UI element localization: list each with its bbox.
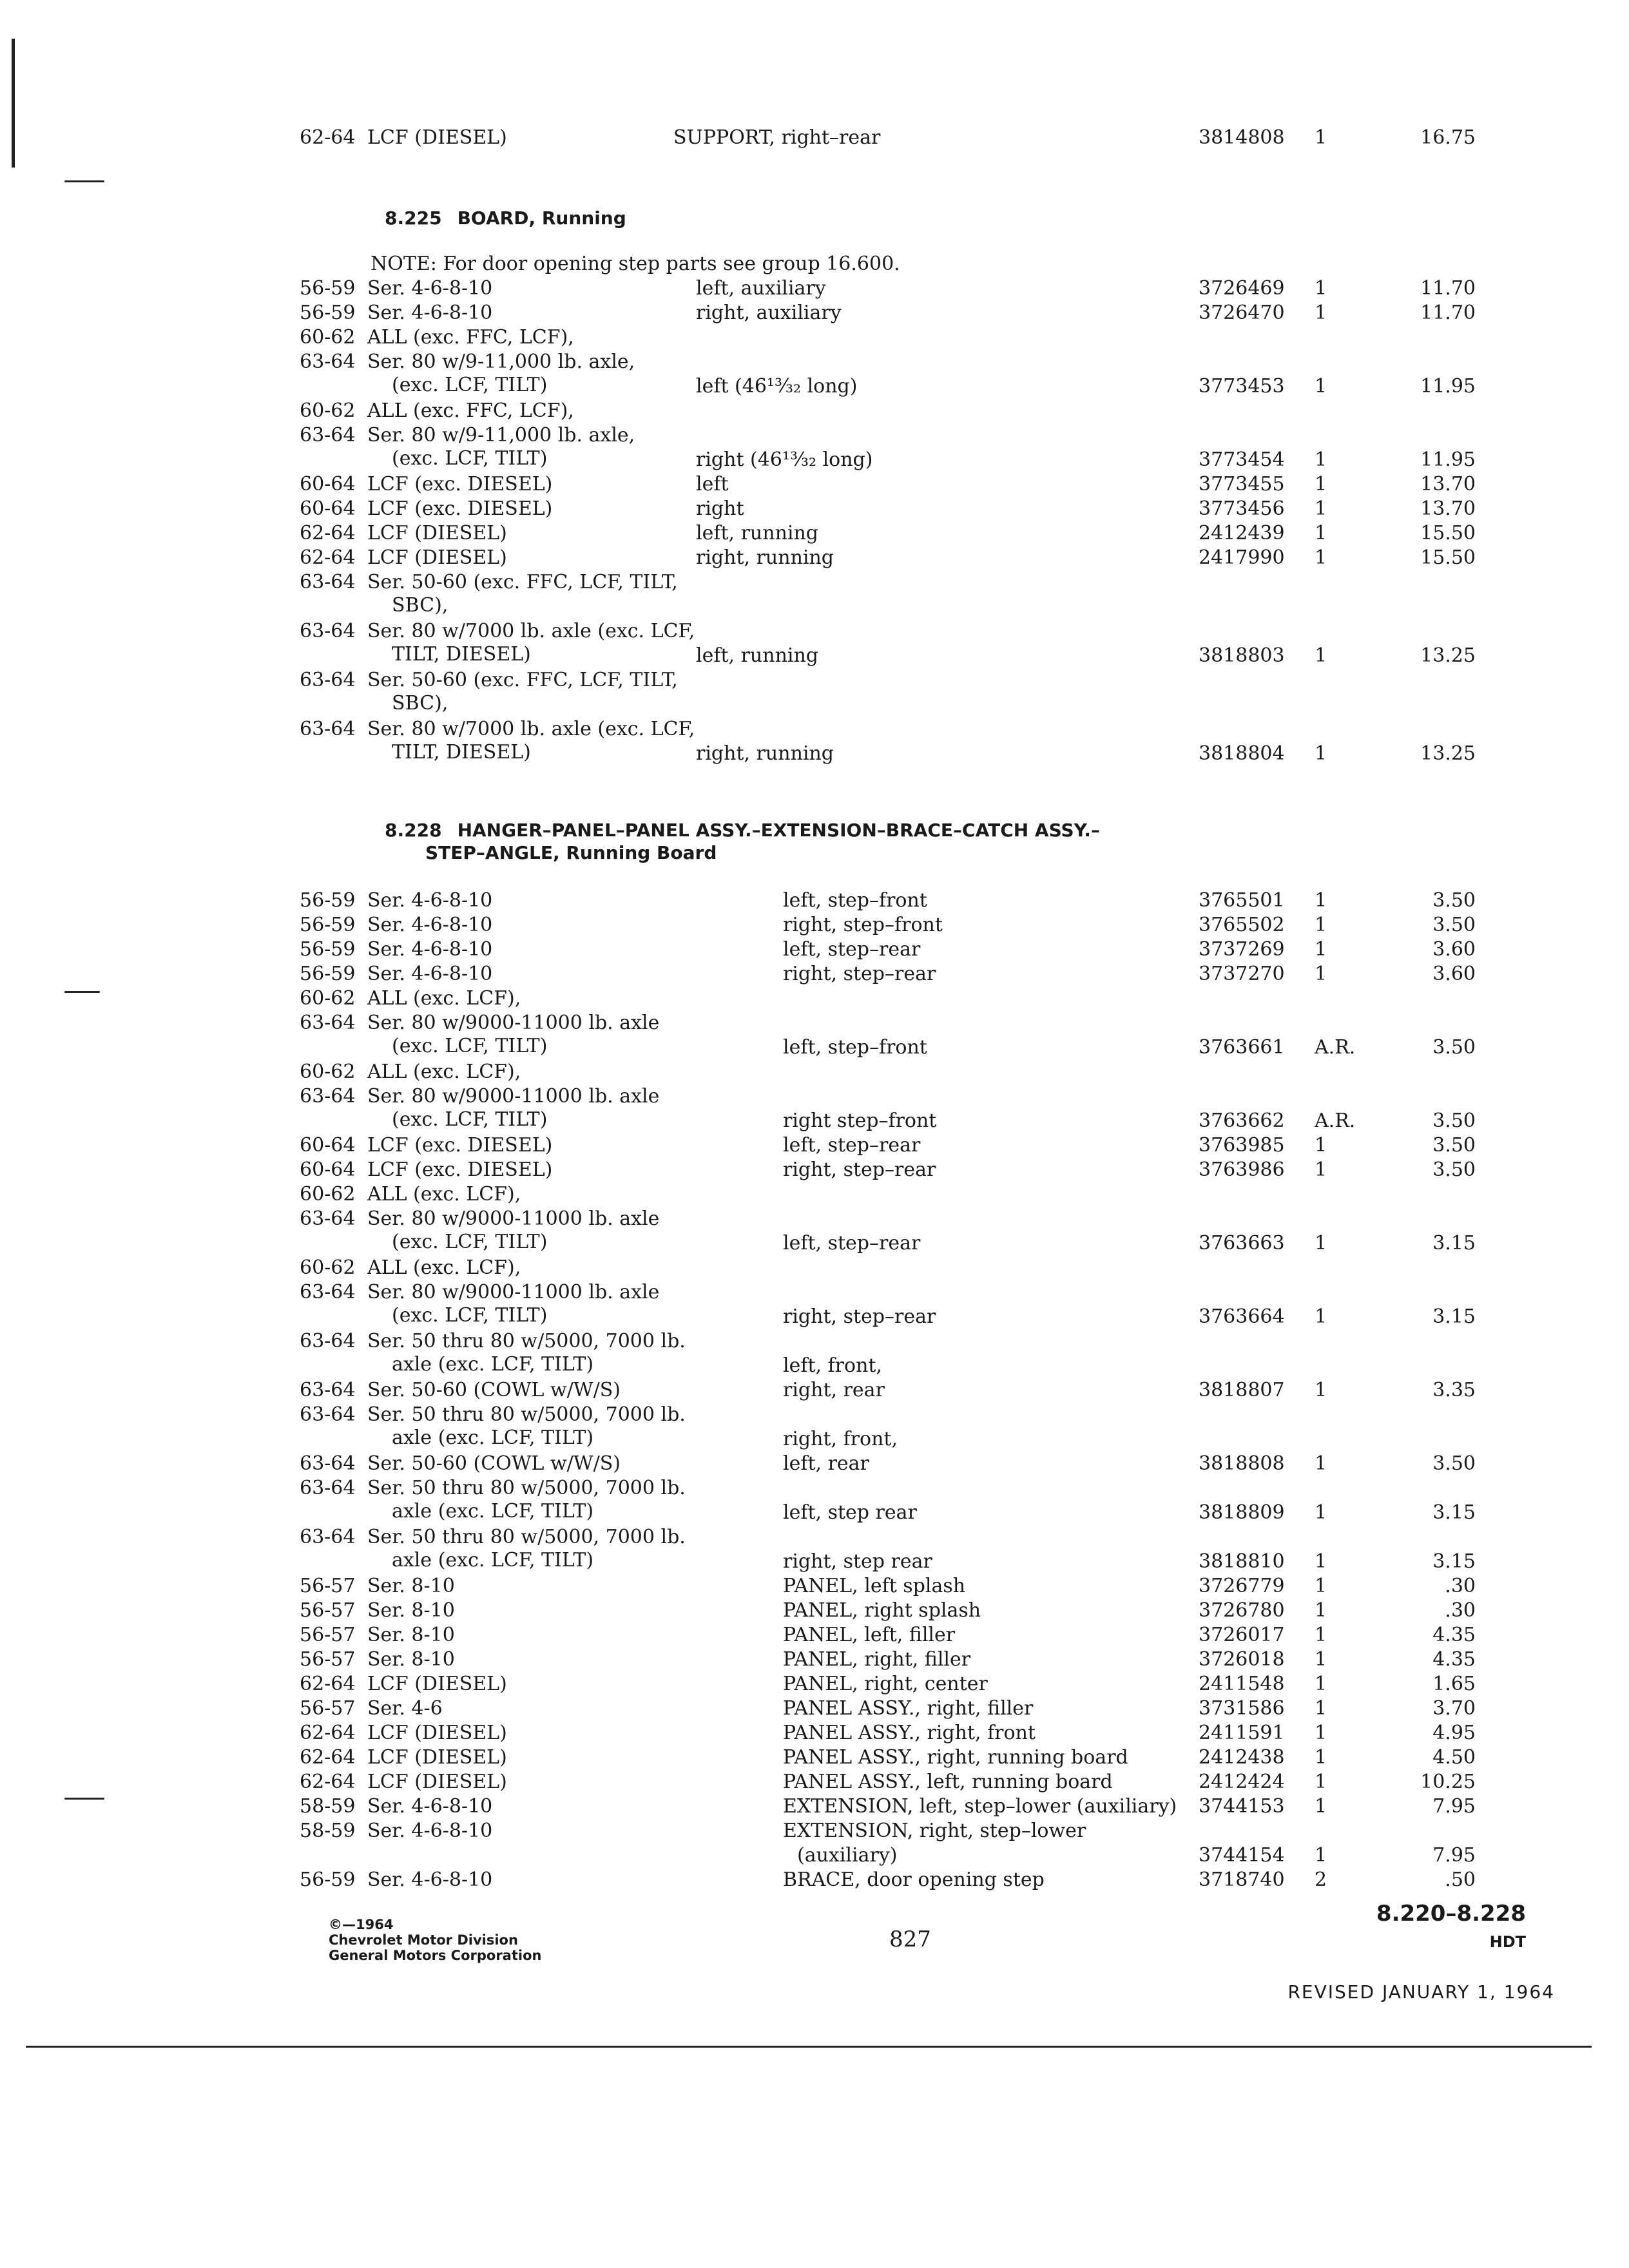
model-years: 56-57	[300, 1697, 356, 1720]
application-line: ALL (exc. LCF),	[367, 1061, 521, 1083]
model-years: 63-64	[300, 424, 356, 447]
part-number: 3763985	[1199, 1134, 1285, 1157]
application-line: Ser. 80 w/7000 lb. axle (exc. LCF,	[367, 718, 695, 740]
application-line: Ser. 80 w/9-11,000 lb. axle,	[367, 351, 635, 373]
application-line: Ser. 50-60 (exc. FFC, LCF, TILT,	[367, 571, 678, 593]
model-years: 56-57	[300, 1624, 356, 1646]
model-years: 63-64	[300, 1379, 356, 1401]
part-number: 3818809	[1199, 1501, 1285, 1524]
section-subtitle: Running Board	[566, 842, 717, 863]
description: right, step–rear	[783, 963, 936, 985]
application	[367, 1183, 1012, 1206]
quantity: 1	[1315, 302, 1327, 324]
application-line: SBC),	[392, 692, 448, 715]
price: 13.25	[1420, 644, 1476, 667]
price: 3.60	[1432, 938, 1476, 961]
model-years: 62-64	[300, 1722, 356, 1744]
application-line: ALL (exc. FFC, LCF),	[367, 326, 574, 349]
application-line: Ser. 4-6-8-10	[367, 963, 493, 985]
description: left, auxiliary	[696, 277, 826, 300]
model-years: 60-62	[300, 1256, 356, 1279]
description: PANEL, right, filler	[783, 1648, 971, 1671]
part-number: 3737269	[1199, 938, 1285, 961]
application-line: LCF (DIESEL)	[367, 1771, 507, 1793]
model-years: 63-64	[300, 1452, 356, 1475]
section-title: BOARD,	[457, 207, 542, 229]
group-range-text: 8.220–8.228	[1376, 1901, 1526, 1927]
model-years: 63-64	[300, 620, 356, 642]
description: left, step–rear	[783, 1232, 921, 1254]
part-number: 3818807	[1199, 1379, 1285, 1401]
application-line: Ser. 50-60 (exc. FFC, LCF, TILT,	[367, 669, 678, 691]
model-years: 58-59	[300, 1820, 356, 1842]
application-line: Ser. 4-6-8-10	[367, 302, 493, 324]
application-line: ALL (exc. LCF),	[367, 1183, 521, 1206]
section-heading-8-225	[385, 206, 626, 231]
quantity: 1	[1315, 1575, 1327, 1597]
price: 7.95	[1432, 1844, 1476, 1867]
quantity: 1	[1315, 277, 1327, 300]
copyright-block	[329, 1917, 541, 1963]
part-number: 3763661	[1199, 1036, 1285, 1059]
price: 11.70	[1420, 277, 1476, 300]
application-line: Ser. 80 w/9000-11000 lb. axle	[367, 1207, 660, 1230]
model-years: 56-59	[300, 963, 356, 985]
part-number: 3726017	[1199, 1624, 1285, 1646]
price: 3.50	[1432, 1452, 1476, 1475]
part-number: 2412438	[1199, 1746, 1285, 1769]
quantity: 1	[1315, 1305, 1327, 1328]
price: .30	[1445, 1575, 1476, 1597]
quantity: A.R.	[1315, 1036, 1356, 1059]
model-years: 63-64	[300, 351, 356, 373]
bottom-rule	[26, 2046, 1592, 2048]
quantity: 1	[1315, 1599, 1327, 1622]
price: 3.50	[1432, 914, 1476, 936]
application-line: axle (exc. LCF, TILT)	[392, 1500, 594, 1523]
application-line: axle (exc. LCF, TILT)	[392, 1353, 594, 1376]
application-line: TILT, DIESEL)	[392, 643, 531, 666]
application-line: Ser. 80 w/7000 lb. axle (exc. LCF,	[367, 620, 695, 642]
application-line: LCF (DIESEL)	[367, 126, 507, 149]
description: left, running	[696, 644, 819, 667]
application-line: LCF (DIESEL)	[367, 1746, 507, 1769]
part-number: 3818804	[1199, 742, 1285, 765]
scan-edge-mark	[12, 39, 15, 168]
description: EXTENSION, left, step–lower (auxiliary)	[783, 1795, 1177, 1818]
price: 3.60	[1432, 963, 1476, 985]
application-line: Ser. 4-6	[367, 1697, 443, 1720]
description: PANEL ASSY., right, front	[783, 1722, 1036, 1744]
price: 3.50	[1432, 1134, 1476, 1157]
quantity: 1	[1315, 914, 1327, 936]
application-line: Ser. 8-10	[367, 1624, 455, 1646]
model-years: 62-64	[300, 126, 356, 149]
description: right, step–front	[783, 914, 943, 936]
scan-mark	[64, 180, 104, 182]
quantity: 1	[1315, 742, 1327, 765]
model-years: 63-64	[300, 571, 356, 593]
description-line: (auxiliary)	[797, 1844, 898, 1867]
part-number: 3726469	[1199, 277, 1285, 300]
model-years: 62-64	[300, 546, 356, 569]
section-subtitle: Running	[541, 207, 626, 229]
model-years: 56-59	[300, 1869, 356, 1891]
price: 13.25	[1420, 742, 1476, 765]
price: 4.95	[1432, 1722, 1476, 1744]
application	[367, 987, 1012, 1010]
application-line: LCF (DIESEL)	[367, 522, 507, 544]
description: left, step–front	[783, 889, 927, 912]
part-number: 3818808	[1199, 1452, 1285, 1475]
application	[367, 399, 1012, 423]
application-line: Ser. 80 w/9-11,000 lb. axle,	[367, 424, 635, 447]
part-number: 3765501	[1199, 889, 1285, 912]
section-number: 8.225	[385, 207, 442, 229]
model-years: 62-64	[300, 522, 356, 544]
part-number: 3737270	[1199, 963, 1285, 985]
application-line: Ser. 80 w/9000-11000 lb. axle	[367, 1281, 660, 1303]
quantity: 1	[1315, 1232, 1327, 1254]
application-line: Ser. 80 w/9000-11000 lb. axle	[367, 1012, 660, 1034]
application	[367, 571, 1012, 617]
model-years: 56-59	[300, 914, 356, 936]
application-line: Ser. 50 thru 80 w/5000, 7000 lb.	[367, 1477, 686, 1499]
model-years: 56-59	[300, 277, 356, 300]
price: 11.70	[1420, 302, 1476, 324]
section-heading-8-228	[385, 818, 1100, 843]
application-line: Ser. 4-6-8-10	[367, 1795, 493, 1818]
application-line: Ser. 4-6-8-10	[367, 938, 493, 961]
section-title-cont: STEP–ANGLE,	[425, 842, 566, 863]
scan-mark	[64, 991, 100, 993]
model-years: 60-62	[300, 399, 356, 422]
quantity: 1	[1315, 1379, 1327, 1401]
application	[367, 669, 1012, 715]
application-line: Ser. 50-60 (COWL w/W/S)	[367, 1379, 621, 1401]
model-years: 56-59	[300, 889, 356, 912]
quantity: 1	[1315, 1158, 1327, 1181]
application-line: Ser. 50 thru 80 w/5000, 7000 lb.	[367, 1330, 686, 1352]
quantity: 1	[1315, 1697, 1327, 1720]
application-line: Ser. 4-6-8-10	[367, 889, 493, 912]
part-number: 3773454	[1199, 448, 1285, 471]
application-line: (exc. LCF, TILT)	[392, 447, 548, 470]
application-line: TILT, DIESEL)	[392, 741, 531, 764]
price: 4.50	[1432, 1746, 1476, 1769]
part-number: 3726470	[1199, 302, 1285, 324]
part-number: 3718740	[1199, 1869, 1285, 1891]
price: 3.15	[1432, 1305, 1476, 1328]
price: 3.35	[1432, 1379, 1476, 1401]
section-number: 8.228	[385, 820, 442, 841]
part-number: 3773455	[1199, 473, 1285, 495]
price: 15.50	[1420, 522, 1476, 544]
part-number: 3773456	[1199, 497, 1285, 520]
price: 3.50	[1432, 1158, 1476, 1181]
model-years: 63-64	[300, 669, 356, 691]
revised-date: REVISED JANUARY 1, 1964	[1287, 1981, 1555, 2003]
description: right step–front	[783, 1110, 937, 1132]
part-number: 2411591	[1199, 1722, 1285, 1744]
model-years: 60-62	[300, 987, 356, 1010]
description-line: left, front,	[783, 1354, 882, 1377]
description: EXTENSION, right, step–lower	[783, 1820, 1086, 1842]
quantity: 1	[1315, 1624, 1327, 1646]
application-line: LCF (DIESEL)	[367, 546, 507, 569]
application-line: (exc. LCF, TILT)	[392, 1231, 548, 1253]
application-line: Ser. 4-6-8-10	[367, 1869, 493, 1891]
quantity: 1	[1315, 1771, 1327, 1793]
price: 4.35	[1432, 1648, 1476, 1671]
section-title: HANGER–PANEL–PANEL ASSY.–EXTENSION–BRACE–CATCH ASSY.–	[457, 820, 1100, 841]
description: right, running	[696, 546, 834, 569]
description: right, step rear	[783, 1550, 932, 1573]
application-line: LCF (exc. DIESEL)	[367, 1134, 553, 1157]
model-years: 63-64	[300, 1207, 356, 1230]
description: left, step–rear	[783, 1134, 921, 1157]
model-years: 60-64	[300, 1158, 356, 1181]
description: left, running	[696, 522, 819, 544]
section-note: NOTE: For door opening step parts see group 16.600.	[371, 253, 900, 275]
model-years: 62-64	[300, 1673, 356, 1695]
application-line: Ser. 50 thru 80 w/5000, 7000 lb.	[367, 1526, 686, 1548]
description: BRACE, door opening step	[783, 1869, 1045, 1891]
application-line: Ser. 4-6-8-10	[367, 914, 493, 936]
part-number: 2412439	[1199, 522, 1285, 544]
quantity: 1	[1315, 1501, 1327, 1524]
application-line: (exc. LCF, TILT)	[392, 1108, 548, 1131]
description: right	[696, 497, 744, 520]
application-line: SBC),	[392, 594, 448, 617]
part-number: 3744154	[1199, 1844, 1285, 1867]
model-years: 63-64	[300, 1012, 356, 1034]
price: 3.50	[1432, 1036, 1476, 1059]
model-years: 60-62	[300, 1061, 356, 1083]
description: PANEL ASSY., right, running board	[783, 1746, 1128, 1769]
model-years: 56-59	[300, 302, 356, 324]
price: 13.70	[1420, 473, 1476, 495]
part-number: 3818803	[1199, 644, 1285, 667]
section-heading-line2	[425, 841, 717, 865]
part-number: 3726780	[1199, 1599, 1285, 1622]
application-line: (exc. LCF, TILT)	[392, 1035, 548, 1057]
copyright-line: ©—1964	[329, 1917, 394, 1932]
quantity: 1	[1315, 126, 1327, 149]
quantity: 1	[1315, 644, 1327, 667]
quantity: 1	[1315, 938, 1327, 961]
quantity: 1	[1315, 546, 1327, 569]
description: PANEL, left splash	[783, 1575, 966, 1597]
model-years: 60-64	[300, 497, 356, 520]
quantity: 2	[1315, 1869, 1327, 1891]
model-years: 58-59	[300, 1795, 356, 1818]
price: 3.50	[1432, 1110, 1476, 1132]
model-years: 63-64	[300, 1330, 356, 1352]
part-number: 3773453	[1199, 375, 1285, 398]
description: right, step–rear	[783, 1305, 936, 1328]
price: 11.95	[1420, 375, 1476, 398]
price: 1.65	[1432, 1673, 1476, 1695]
price: 3.15	[1432, 1501, 1476, 1524]
description: PANEL, left, filler	[783, 1624, 956, 1646]
price: 3.15	[1432, 1232, 1476, 1254]
quantity: 1	[1315, 1550, 1327, 1573]
description: left, step–rear	[783, 938, 921, 961]
quantity: 1	[1315, 473, 1327, 495]
quantity: 1	[1315, 1673, 1327, 1695]
scan-mark	[64, 1798, 104, 1800]
price: 3.15	[1432, 1550, 1476, 1573]
part-number: 2411548	[1199, 1673, 1285, 1695]
copyright-line: Chevrolet Motor Division	[329, 1932, 518, 1948]
part-number: 3726018	[1199, 1648, 1285, 1671]
application-line: Ser. 50 thru 80 w/5000, 7000 lb.	[367, 1403, 686, 1426]
description: right, rear	[783, 1379, 885, 1401]
application	[367, 1256, 1012, 1280]
description: right (46¹³⁄₃₂ long)	[696, 448, 873, 471]
part-number: 2417990	[1199, 546, 1285, 569]
price: 13.70	[1420, 497, 1476, 520]
part-number: 3744153	[1199, 1795, 1285, 1818]
quantity: 1	[1315, 1746, 1327, 1769]
model-years: 60-62	[300, 326, 356, 349]
quantity: 1	[1315, 1844, 1327, 1867]
application-line: ALL (exc. LCF),	[367, 987, 521, 1010]
model-years: 56-57	[300, 1575, 356, 1597]
part-number: 3763662	[1199, 1110, 1285, 1132]
price: 16.75	[1420, 126, 1476, 149]
part-number: 3818810	[1199, 1550, 1285, 1573]
model-years: 63-64	[300, 1085, 356, 1108]
description: right, auxiliary	[696, 302, 842, 324]
group-range	[1376, 1901, 1526, 1951]
description-line: right, front,	[783, 1428, 898, 1450]
model-years: 63-64	[300, 1526, 356, 1548]
application-line: Ser. 8-10	[367, 1648, 455, 1671]
quantity: 1	[1315, 1134, 1327, 1157]
application	[367, 1061, 1012, 1084]
description: SUPPORT, right–rear	[673, 126, 881, 149]
description: PANEL, right splash	[783, 1599, 981, 1622]
application-line: ALL (exc. FFC, LCF),	[367, 399, 574, 422]
application-line: Ser. 4-6-8-10	[367, 277, 493, 300]
part-number: 3726779	[1199, 1575, 1285, 1597]
application-line: axle (exc. LCF, TILT)	[392, 1427, 594, 1449]
application-line: LCF (exc. DIESEL)	[367, 473, 553, 495]
quantity: 1	[1315, 889, 1327, 912]
model-years: 56-57	[300, 1599, 356, 1622]
description: left	[696, 473, 729, 495]
model-years: 63-64	[300, 1403, 356, 1426]
description: PANEL, right, center	[783, 1673, 988, 1695]
application-line: Ser. 80 w/9000-11000 lb. axle	[367, 1085, 660, 1108]
price: 15.50	[1420, 546, 1476, 569]
part-number: 3763664	[1199, 1305, 1285, 1328]
application-line: LCF (exc. DIESEL)	[367, 1158, 553, 1181]
model-years: 62-64	[300, 1771, 356, 1793]
description: right, step–rear	[783, 1158, 936, 1181]
description: right, running	[696, 742, 834, 765]
model-years: 63-64	[300, 718, 356, 740]
model-years: 60-64	[300, 473, 356, 495]
description: left (46¹³⁄₃₂ long)	[696, 375, 858, 398]
price: .30	[1445, 1599, 1476, 1622]
description: left, rear	[783, 1452, 869, 1475]
application-line: (exc. LCF, TILT)	[392, 374, 548, 396]
model-years: 56-57	[300, 1648, 356, 1671]
application-line: Ser. 8-10	[367, 1575, 455, 1597]
quantity: 1	[1315, 375, 1327, 398]
application-line: Ser. 4-6-8-10	[367, 1820, 493, 1842]
part-number: 3763663	[1199, 1232, 1285, 1254]
price: 7.95	[1432, 1795, 1476, 1818]
price: 3.70	[1432, 1697, 1476, 1720]
part-number: 3814808	[1199, 126, 1285, 149]
model-years: 63-64	[300, 1281, 356, 1303]
quantity: A.R.	[1315, 1110, 1356, 1132]
price: .50	[1445, 1869, 1476, 1891]
model-years: 56-59	[300, 938, 356, 961]
model-years: 63-64	[300, 1477, 356, 1499]
price: 4.35	[1432, 1624, 1476, 1646]
description: left, step–front	[783, 1036, 927, 1059]
part-number: 3731586	[1199, 1697, 1285, 1720]
application-line: LCF (exc. DIESEL)	[367, 497, 553, 520]
quantity: 1	[1315, 963, 1327, 985]
part-number: 3763986	[1199, 1158, 1285, 1181]
price: 11.95	[1420, 448, 1476, 471]
price: 3.50	[1432, 889, 1476, 912]
quantity: 1	[1315, 522, 1327, 544]
quantity: 1	[1315, 497, 1327, 520]
model-years: 60-64	[300, 1134, 356, 1157]
hdt-label: HDT	[1489, 1933, 1526, 1951]
part-number: 3765502	[1199, 914, 1285, 936]
model-years: 60-62	[300, 1183, 356, 1206]
application-line: axle (exc. LCF, TILT)	[392, 1549, 594, 1571]
application-line: ALL (exc. LCF),	[367, 1256, 521, 1279]
application-line: LCF (DIESEL)	[367, 1673, 507, 1695]
page-number: 827	[889, 1927, 931, 1952]
part-number: 2412424	[1199, 1771, 1285, 1793]
application	[367, 326, 1012, 349]
quantity: 1	[1315, 1648, 1327, 1671]
description: PANEL ASSY., right, filler	[783, 1697, 1034, 1720]
description: left, step rear	[783, 1501, 917, 1524]
quantity: 1	[1315, 448, 1327, 471]
application-line: LCF (DIESEL)	[367, 1722, 507, 1744]
application-line: Ser. 50-60 (COWL w/W/S)	[367, 1452, 621, 1475]
copyright-line: General Motors Corporation	[329, 1948, 542, 1963]
price: 10.25	[1420, 1771, 1476, 1793]
application-line: (exc. LCF, TILT)	[392, 1304, 548, 1327]
description: PANEL ASSY., left, running board	[783, 1771, 1113, 1793]
quantity: 1	[1315, 1722, 1327, 1744]
application-line: Ser. 8-10	[367, 1599, 455, 1622]
quantity: 1	[1315, 1795, 1327, 1818]
quantity: 1	[1315, 1452, 1327, 1475]
model-years: 62-64	[300, 1746, 356, 1769]
